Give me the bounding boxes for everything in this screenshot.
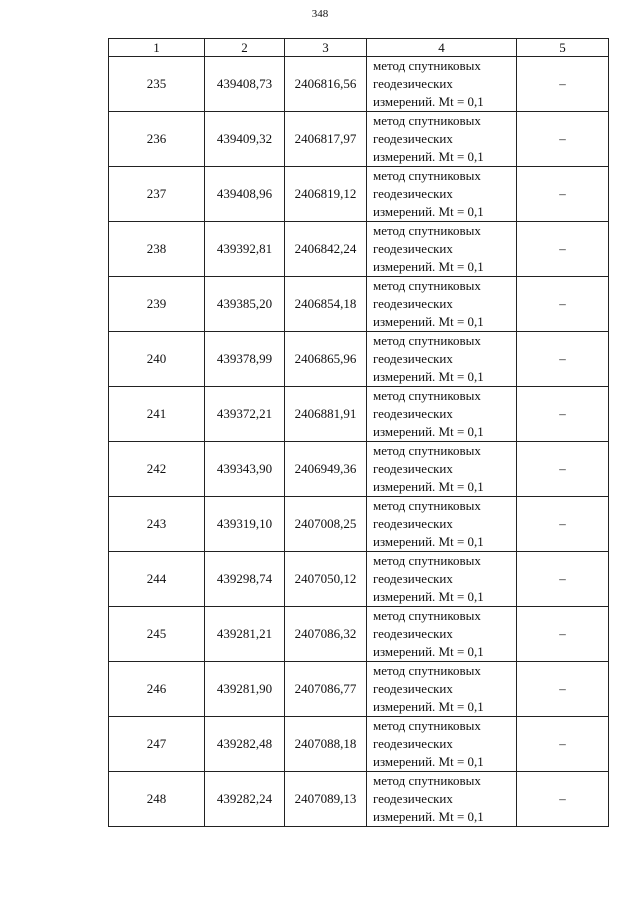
method-text-line: метод спутниковых (373, 58, 481, 73)
point-number-cell: 240 (109, 332, 205, 387)
table-row (109, 112, 609, 167)
note-cell: – (517, 57, 609, 112)
note-cell: – (517, 167, 609, 222)
method-text-line: геодезических (373, 76, 453, 91)
column-header: 3 (285, 39, 367, 57)
note-cell: – (517, 607, 609, 662)
table-row (109, 222, 609, 277)
method-text-line: геодезических (373, 186, 453, 201)
method-text-line: измерений. Mt = 0,1 (373, 314, 484, 329)
note-cell: – (517, 772, 609, 827)
method-text-line: метод спутниковых (373, 663, 481, 678)
y-coordinate-cell: 2406949,36 (285, 442, 367, 497)
method-cell (367, 277, 517, 332)
method-text-line: метод спутниковых (373, 333, 481, 348)
column-header: 5 (517, 39, 609, 57)
table-row (109, 717, 609, 772)
method-text-line: геодезических (373, 516, 453, 531)
point-number-cell: 241 (109, 387, 205, 442)
method-text-line: геодезических (373, 406, 453, 421)
point-number-cell: 244 (109, 552, 205, 607)
note-cell: – (517, 497, 609, 552)
method-text-line: измерений. Mt = 0,1 (373, 809, 484, 824)
method-text-line: геодезических (373, 736, 453, 751)
table-header-row (109, 39, 609, 57)
x-coordinate-cell: 439409,32 (205, 112, 285, 167)
note-cell: – (517, 222, 609, 277)
x-coordinate-cell: 439281,90 (205, 662, 285, 717)
y-coordinate-cell: 2407086,32 (285, 607, 367, 662)
method-text-line: метод спутниковых (373, 168, 481, 183)
method-text-line: измерений. Mt = 0,1 (373, 644, 484, 659)
point-number-cell: 239 (109, 277, 205, 332)
method-text-line: метод спутниковых (373, 608, 481, 623)
method-cell (367, 717, 517, 772)
method-text-line: измерений. Mt = 0,1 (373, 479, 484, 494)
method-text-line: геодезических (373, 791, 453, 806)
point-number-cell: 235 (109, 57, 205, 112)
y-coordinate-cell: 2406842,24 (285, 222, 367, 277)
x-coordinate-cell: 439298,74 (205, 552, 285, 607)
note-cell: – (517, 332, 609, 387)
x-coordinate-cell: 439281,21 (205, 607, 285, 662)
method-cell (367, 552, 517, 607)
method-text-line: метод спутниковых (373, 223, 481, 238)
table-row (109, 772, 609, 827)
method-text-line: метод спутниковых (373, 113, 481, 128)
method-cell (367, 112, 517, 167)
x-coordinate-cell: 439282,24 (205, 772, 285, 827)
table-row (109, 387, 609, 442)
table-row (109, 497, 609, 552)
method-text-line: измерений. Mt = 0,1 (373, 259, 484, 274)
column-header: 1 (109, 39, 205, 57)
method-text-line: геодезических (373, 626, 453, 641)
table-row (109, 57, 609, 112)
coordinates-table (108, 38, 609, 827)
x-coordinate-cell: 439392,81 (205, 222, 285, 277)
point-number-cell: 246 (109, 662, 205, 717)
y-coordinate-cell: 2406817,97 (285, 112, 367, 167)
table-row (109, 552, 609, 607)
method-text-line: измерений. Mt = 0,1 (373, 534, 484, 549)
note-cell: – (517, 552, 609, 607)
method-text-line: геодезических (373, 571, 453, 586)
method-text-line: измерений. Mt = 0,1 (373, 94, 484, 109)
method-cell (367, 497, 517, 552)
method-text-line: метод спутниковых (373, 718, 481, 733)
note-cell: – (517, 442, 609, 497)
method-text-line: измерений. Mt = 0,1 (373, 589, 484, 604)
x-coordinate-cell: 439343,90 (205, 442, 285, 497)
method-text-line: метод спутниковых (373, 553, 481, 568)
y-coordinate-cell: 2406865,96 (285, 332, 367, 387)
point-number-cell: 248 (109, 772, 205, 827)
method-text-line: метод спутниковых (373, 773, 481, 788)
method-cell (367, 772, 517, 827)
y-coordinate-cell: 2407088,18 (285, 717, 367, 772)
x-coordinate-cell: 439385,20 (205, 277, 285, 332)
y-coordinate-cell: 2407008,25 (285, 497, 367, 552)
point-number-cell: 236 (109, 112, 205, 167)
y-coordinate-cell: 2406819,12 (285, 167, 367, 222)
y-coordinate-cell: 2406881,91 (285, 387, 367, 442)
method-text-line: измерений. Mt = 0,1 (373, 369, 484, 384)
method-text-line: измерений. Mt = 0,1 (373, 699, 484, 714)
x-coordinate-cell: 439282,48 (205, 717, 285, 772)
table-row (109, 607, 609, 662)
point-number-cell: 245 (109, 607, 205, 662)
page-number: 348 (311, 8, 329, 20)
note-cell: – (517, 717, 609, 772)
x-coordinate-cell: 439319,10 (205, 497, 285, 552)
method-text-line: метод спутниковых (373, 443, 481, 458)
method-text-line: геодезических (373, 461, 453, 476)
point-number-cell: 243 (109, 497, 205, 552)
method-cell (367, 607, 517, 662)
column-header: 4 (367, 39, 517, 57)
method-text-line: геодезических (373, 296, 453, 311)
y-coordinate-cell: 2407089,13 (285, 772, 367, 827)
method-text-line: геодезических (373, 351, 453, 366)
table-row (109, 442, 609, 497)
method-text-line: метод спутниковых (373, 278, 481, 293)
table-row (109, 167, 609, 222)
note-cell: – (517, 662, 609, 717)
method-cell (367, 387, 517, 442)
x-coordinate-cell: 439408,96 (205, 167, 285, 222)
point-number-cell: 242 (109, 442, 205, 497)
point-number-cell: 238 (109, 222, 205, 277)
method-cell (367, 222, 517, 277)
method-text-line: геодезических (373, 241, 453, 256)
note-cell: – (517, 387, 609, 442)
method-text-line: измерений. Mt = 0,1 (373, 149, 484, 164)
method-text-line: измерений. Mt = 0,1 (373, 754, 484, 769)
table-row (109, 662, 609, 717)
x-coordinate-cell: 439372,21 (205, 387, 285, 442)
y-coordinate-cell: 2407050,12 (285, 552, 367, 607)
method-cell (367, 57, 517, 112)
method-cell (367, 662, 517, 717)
point-number-cell: 237 (109, 167, 205, 222)
method-text-line: измерений. Mt = 0,1 (373, 424, 484, 439)
method-text-line: измерений. Mt = 0,1 (373, 204, 484, 219)
method-cell (367, 442, 517, 497)
method-cell (367, 167, 517, 222)
method-cell (367, 332, 517, 387)
point-number-cell: 247 (109, 717, 205, 772)
note-cell: – (517, 277, 609, 332)
table-body (109, 57, 609, 827)
table-row (109, 332, 609, 387)
y-coordinate-cell: 2406854,18 (285, 277, 367, 332)
x-coordinate-cell: 439378,99 (205, 332, 285, 387)
method-text-line: геодезических (373, 681, 453, 696)
y-coordinate-cell: 2406816,56 (285, 57, 367, 112)
note-cell: – (517, 112, 609, 167)
y-coordinate-cell: 2407086,77 (285, 662, 367, 717)
method-text-line: геодезических (373, 131, 453, 146)
column-header: 2 (205, 39, 285, 57)
table-row (109, 277, 609, 332)
method-text-line: метод спутниковых (373, 498, 481, 513)
method-text-line: метод спутниковых (373, 388, 481, 403)
x-coordinate-cell: 439408,73 (205, 57, 285, 112)
